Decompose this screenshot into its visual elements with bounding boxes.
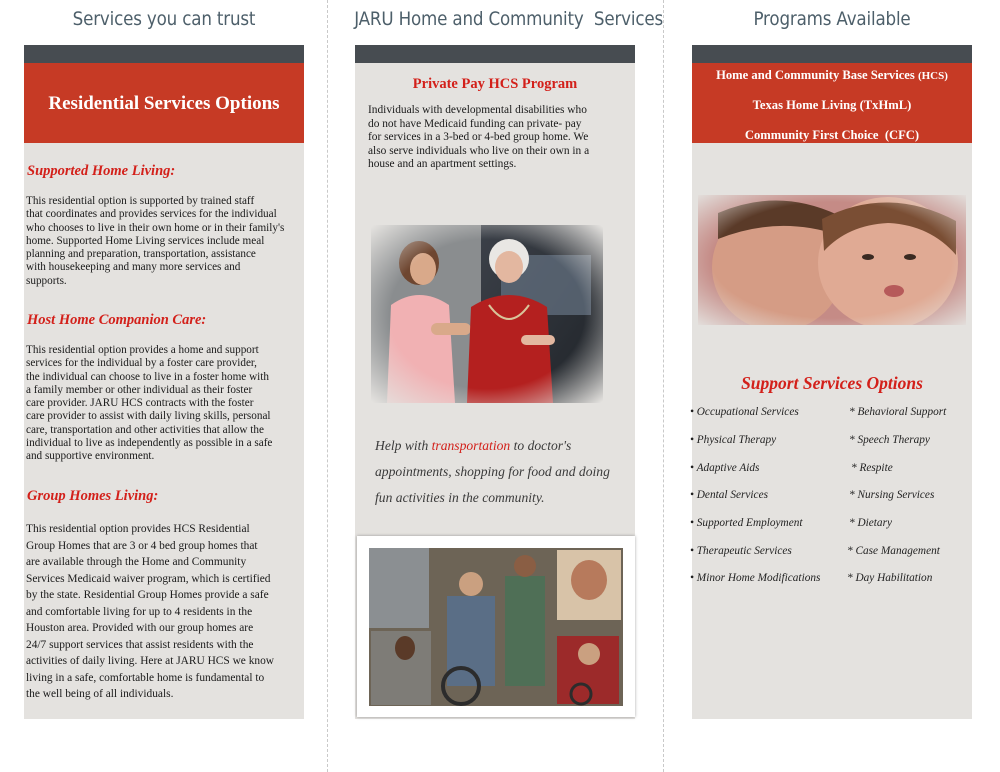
- transportation-caption: Help with transportation to doctor's appointments, shopping for food and doing fun activities in the community.: [375, 438, 610, 505]
- fold-line-right: [663, 0, 664, 772]
- caregiver-photo: [371, 225, 603, 403]
- programs-band: [692, 63, 972, 143]
- support-item-speech: * Speech Therapy: [849, 434, 930, 446]
- support-item-adaptive: • Adaptive Aids: [690, 462, 760, 474]
- private-pay-heading: Private Pay HCS Program: [412, 76, 578, 92]
- support-item-day-habilitation: * Day Habilitation: [847, 572, 933, 584]
- supported-home-living-heading: Supported Home Living:: [27, 163, 176, 179]
- program-cfc: Community First Choice (CFC): [744, 128, 920, 142]
- community-collage-photo: [357, 536, 635, 717]
- support-item-modifications: • Minor Home Modifications: [690, 572, 821, 584]
- program-txhml: Texas Home Living (TxHmL): [752, 98, 912, 112]
- left-title-band: [24, 63, 304, 143]
- fold-line-left: [327, 0, 328, 772]
- support-item-case-management: * Case Management: [847, 545, 940, 557]
- right-panel: [692, 45, 972, 719]
- left-panel-topbar: [24, 45, 304, 63]
- support-item-dietary: * Dietary: [849, 517, 892, 529]
- left-panel: [24, 45, 304, 719]
- middle-column-heading: JARU Home and Community Services: [354, 8, 664, 30]
- smiling-couple-photo: [698, 195, 966, 325]
- host-home-companion-heading: Host Home Companion Care:: [27, 312, 207, 328]
- private-pay-text: Individuals with developmental disabilities who do not have Medicaid funding can private- pay for services in a 3-bed or 4-bed group home. We also serve individuals who live on their own in a house and an apartment settings.: [368, 104, 590, 171]
- support-services-title: Support Services Options: [741, 373, 923, 393]
- group-homes-heading: Group Homes Living:: [27, 488, 159, 504]
- supported-home-living-text: This residential option is supported by trained staff that coordinates and provides services for the individual who chooses to live in their own home or in their family's home. Supported Home Living services include meal planning and preparation, transportation, assistance with housekeeping and many more services and supports.: [26, 195, 285, 287]
- middle-panel-topbar: [355, 45, 635, 63]
- support-item-employment: • Supported Employment: [690, 517, 803, 529]
- host-home-companion-text: This residential option provides a home and support services for the individual by a foster care provider, the individual can choose to live in a foster home with a family member or other individual as their foster care provider. JARU HCS contracts with the foster care provider to assist with daily living skills, personal care, transportation and other activities that allow the individual to live as independently as possible in a safe and supportive environment.: [26, 344, 273, 463]
- left-column-heading: Services you can trust: [72, 8, 256, 30]
- residential-services-title: Residential Services Options: [48, 93, 280, 114]
- support-item-physical: • Physical Therapy: [690, 434, 777, 446]
- group-homes-text: This residential option provides HCS Residential Group Homes that are 3 or 4 bed group homes that are available through the Home and Community Services Medicaid waiver program, which is certified by the state. Residential Group Homes provide a safe and comfortable living for up to 4 residents in the Houston area. Provided with our group homes are 24/7 support services that assist residents with the activities of daily living. Here at JARU HCS we know living in a safe, comfortable home is fundamental to the well being of all individuals.: [26, 523, 275, 700]
- support-item-occupational: • Occupational Services: [690, 406, 799, 418]
- right-panel-topbar: [692, 45, 972, 63]
- support-item-behavioral: * Behavioral Support: [849, 406, 947, 418]
- right-column-heading: Programs Available: [753, 8, 911, 30]
- support-item-therapeutic: • Therapeutic Services: [690, 545, 792, 557]
- transportation-highlight: transportation: [431, 438, 511, 453]
- support-item-nursing: * Nursing Services: [849, 489, 935, 501]
- support-item-dental: • Dental Services: [690, 489, 768, 501]
- program-hcs: Home and Community Base Services (HCS): [716, 68, 948, 82]
- support-item-respite: * Respite: [851, 462, 893, 474]
